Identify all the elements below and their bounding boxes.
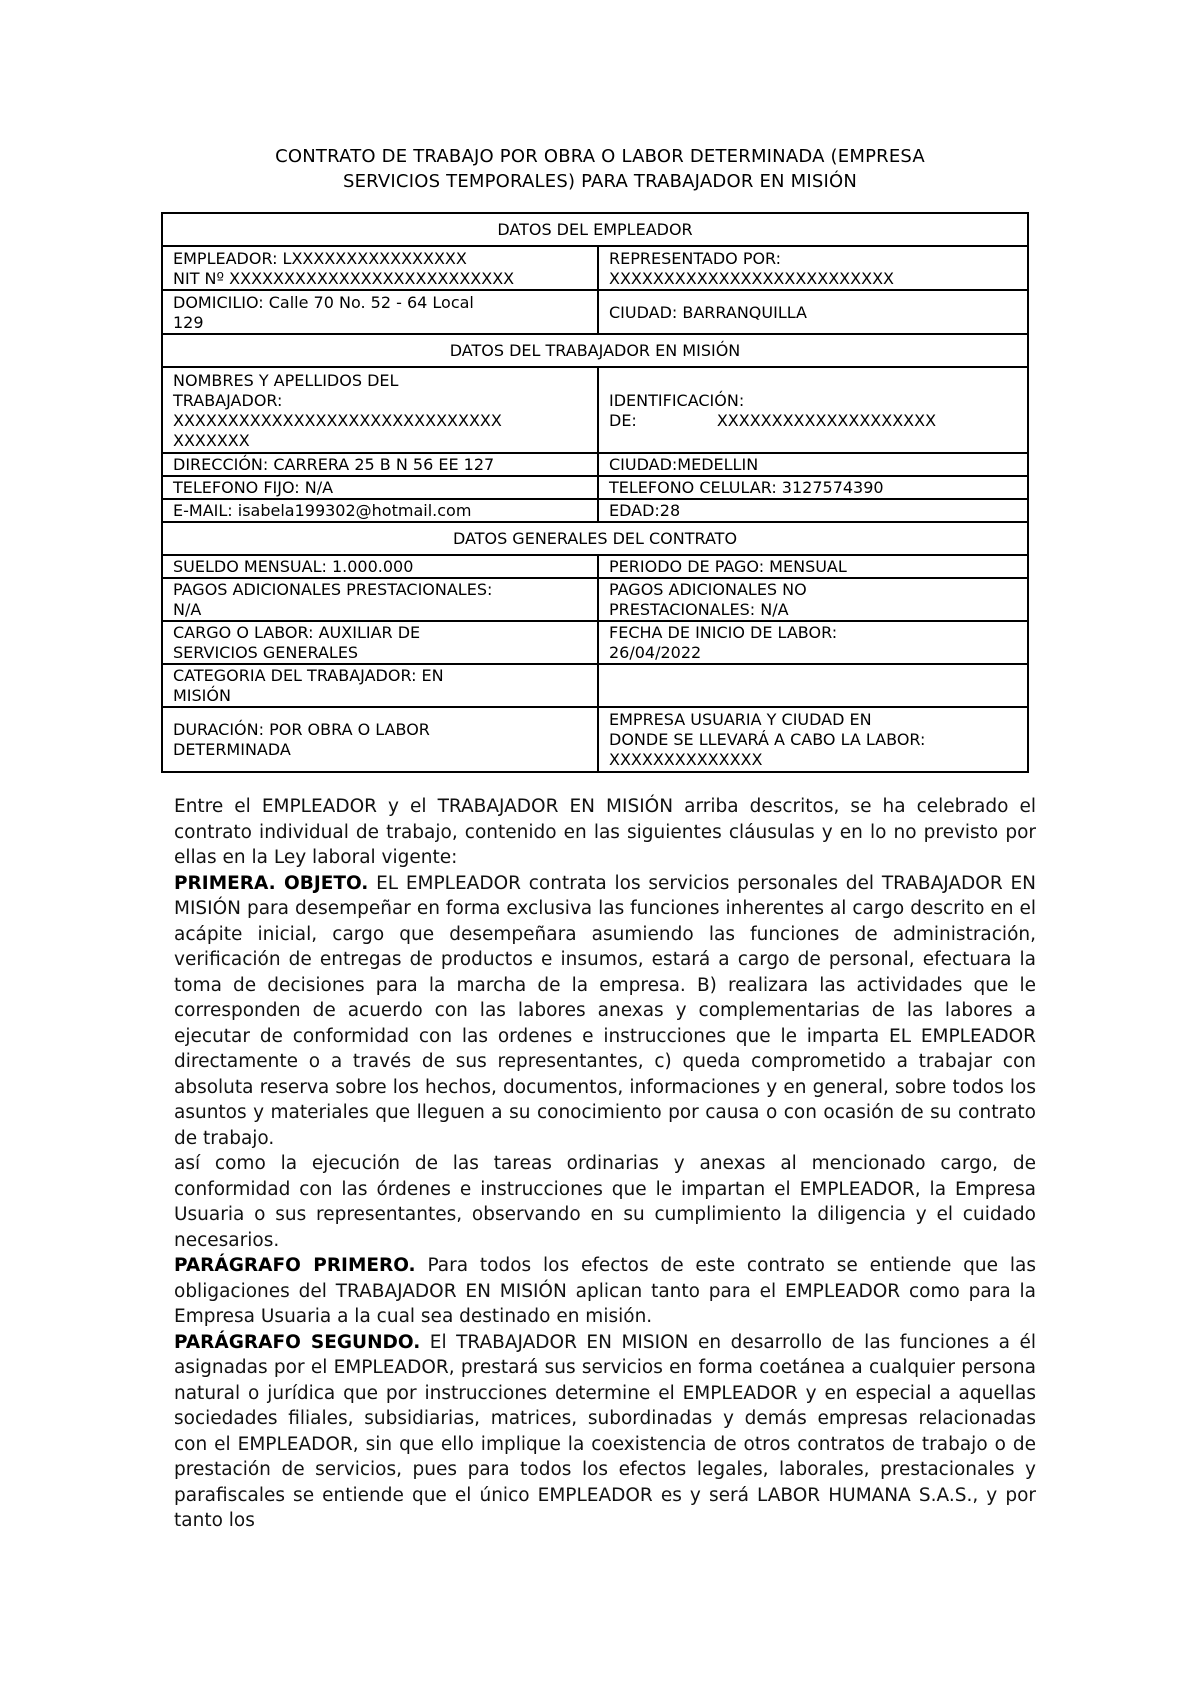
cell-identificacion	[598, 367, 1028, 453]
clause-primera	[174, 871, 1036, 1152]
cell-duracion	[162, 707, 598, 772]
intro-paragraph: Entre el EMPLEADOR y el TRABAJADOR EN MISIÓN arriba descritos, se ha celebrado el contrato individual de trabajo, contenido en las siguientes cláusulas y en lo no previsto por ellas en la Ley laboral vigente:	[174, 796, 1036, 868]
pagos-no-prest-line-2: PRESTACIONALES: N/A	[609, 600, 789, 619]
empleador-name: EMPLEADOR: LXXXXXXXXXXXXXXXX	[173, 248, 467, 268]
cell-nombres	[162, 367, 598, 453]
cell-domicilio	[162, 290, 598, 334]
empresa-line-3: XXXXXXXXXXXXXX	[609, 750, 763, 769]
cell-sueldo: SUELDO MENSUAL: 1.000.000	[162, 555, 598, 578]
cell-telefono-fijo: TELEFONO FIJO: N/A	[162, 476, 598, 499]
categoria-line-2: MISIÓN	[173, 686, 231, 705]
paragrafo-segundo-text: El TRABAJADOR EN MISION en desarrollo de las funciones a él asignadas por el EMPLEADOR, prestará sus servicios en forma coetánea a cualquier persona natural o jurídica que por instrucciones determine el EMPLEADOR y en especial a aquellas sociedades filiales, subsidiarias, matrices, subordinadas y demás empresas relacionadas con el EMPLEADOR, sin que ello implique la coexistencia de otros contratos de trabajo o de prestación de servicios, pues para todos los efectos legales, laborales, prestacionales y parafiscales se entiende que el único EMPLEADOR es y será LABOR HUMANA S.A.S., y por tanto los	[174, 1331, 1036, 1531]
representado-value: XXXXXXXXXXXXXXXXXXXXXXXXXX	[609, 268, 894, 288]
nombres-line-4: XXXXXXX	[173, 430, 250, 450]
cell-empty	[598, 664, 1028, 707]
nombres-line-3: XXXXXXXXXXXXXXXXXXXXXXXXXXXXXX	[173, 410, 502, 430]
identificacion-label: IDENTIFICACIÓN:	[609, 390, 745, 410]
title-line-1: CONTRATO DE TRABAJO POR OBRA O LABOR DETERMINADA (EMPRESA	[275, 146, 925, 167]
cell-empresa-usuaria	[598, 707, 1028, 772]
cell-pagos-prestacionales	[162, 578, 598, 621]
cell-edad: EDAD:28	[598, 499, 1028, 522]
fecha-line-1: FECHA DE INICIO DE LABOR:	[609, 623, 838, 642]
duracion-line-2: DETERMINADA	[173, 740, 291, 759]
contract-data-table	[161, 212, 1029, 773]
identificacion-value-row	[609, 411, 1017, 431]
pagos-no-prest-line-1: PAGOS ADICIONALES NO	[609, 580, 807, 599]
domicilio-line-1: DOMICILIO: Calle 70 No. 52 - 64 Local	[173, 292, 474, 312]
section-header-trabajador: DATOS DEL TRABAJADOR EN MISIÓN	[162, 334, 1028, 367]
identificacion-de: DE:	[609, 410, 637, 430]
clause-asi-como: así como la ejecución de las tareas ordinarias y anexas al mencionado cargo, de conformidad con las órdenes e instrucciones que le impartan el EMPLEADOR, la Empresa Usuaria o sus representantes, observando en su cumplimiento la diligencia y el cuidado necesarios.	[174, 1153, 1036, 1251]
nombres-line-1: NOMBRES Y APELLIDOS DEL	[173, 370, 399, 390]
section-header-empleador: DATOS DEL EMPLEADOR	[162, 213, 1028, 246]
paragrafo-primero-text: Para todos los efectos de este contrato se entiende que las obligaciones del TRABAJADOR EN MISIÓN aplican tanto para el EMPLEADOR como para la Empresa Usuaria a la cual sea destinado en misión.	[174, 1255, 1036, 1327]
empleador-nit: NIT Nº XXXXXXXXXXXXXXXXXXXXXXXXXX	[173, 268, 515, 288]
cell-fecha-inicio	[598, 621, 1028, 664]
cell-ciudad-trabajador: CIUDAD:MEDELLIN	[598, 453, 1028, 476]
paragrafo-primero	[174, 1253, 1036, 1330]
paragrafo-segundo	[174, 1330, 1036, 1534]
cargo-line-1: CARGO O LABOR: AUXILIAR DE	[173, 623, 421, 642]
categoria-line-1: CATEGORIA DEL TRABAJADOR: EN	[173, 666, 444, 685]
cell-representado	[598, 246, 1028, 290]
cell-email: E-MAIL: isabela199302@hotmail.com	[162, 499, 598, 522]
cell-telefono-celular: TELEFONO CELULAR: 3127574390	[598, 476, 1028, 499]
contract-body	[174, 794, 1036, 1534]
representado-label: REPRESENTADO POR:	[609, 248, 782, 268]
paragrafo-segundo-label: PARÁGRAFO SEGUNDO.	[174, 1331, 421, 1353]
cell-categoria	[162, 664, 598, 707]
empresa-line-2: DONDE SE LLEVARÁ A CABO LA LABOR:	[609, 730, 926, 749]
nombres-line-2: TRABAJADOR:	[173, 390, 283, 410]
cell-direccion: DIRECCIÓN: CARRERA 25 B N 56 EE 127	[162, 453, 598, 476]
cell-periodo: PERIODO DE PAGO: MENSUAL	[598, 555, 1028, 578]
duracion-line-1: DURACIÓN: POR OBRA O LABOR	[173, 720, 430, 739]
clause-primera-label: PRIMERA. OBJETO.	[174, 872, 369, 894]
section-header-contrato: DATOS GENERALES DEL CONTRATO	[162, 522, 1028, 555]
cargo-line-2: SERVICIOS GENERALES	[173, 643, 359, 662]
pagos-prest-line-1: PAGOS ADICIONALES PRESTACIONALES:	[173, 580, 493, 599]
cell-pagos-no-prestacionales	[598, 578, 1028, 621]
fecha-line-2: 26/04/2022	[609, 643, 702, 662]
clause-primera-text: EL EMPLEADOR contrata los servicios personales del TRABAJADOR EN MISIÓN para desempeñar en forma exclusiva las funciones inherentes al cargo descrito en el acápite inicial, cargo que desempeñara asumiendo las funciones de administración, verificación de entregas de productos e insumos, estará a cargo de personal, efectuara la toma de decisiones para la marcha de la empresa. B) realizara las actividades que le corresponden de acuerdo con las labores anexas y complementarias de las labores a ejecutar de conformidad con las ordenes e instrucciones que le imparta EL EMPLEADOR directamente o a través de sus representantes, c) queda comprometido a trabajar con absoluta reserva sobre los hechos, documentos, informaciones y en general, sobre todos los asuntos y materiales que lleguen a su conocimiento por causa o con ocasión de su contrato de trabajo.	[174, 872, 1036, 1149]
paragrafo-primero-label: PARÁGRAFO PRIMERO.	[174, 1255, 416, 1276]
title-line-2: SERVICIOS TEMPORALES) PARA TRABAJADOR EN MISIÓN	[342, 171, 858, 192]
document-title	[162, 144, 1038, 194]
pagos-prest-line-2: N/A	[173, 600, 202, 619]
cell-ciudad-empleador: CIUDAD: BARRANQUILLA	[598, 290, 1028, 334]
domicilio-line-2: 129	[173, 312, 204, 332]
cell-empleador	[162, 246, 598, 290]
cell-cargo	[162, 621, 598, 664]
empresa-line-1: EMPRESA USUARIA Y CIUDAD EN	[609, 710, 872, 729]
identificacion-value: XXXXXXXXXXXXXXXXXXXX	[716, 410, 937, 430]
